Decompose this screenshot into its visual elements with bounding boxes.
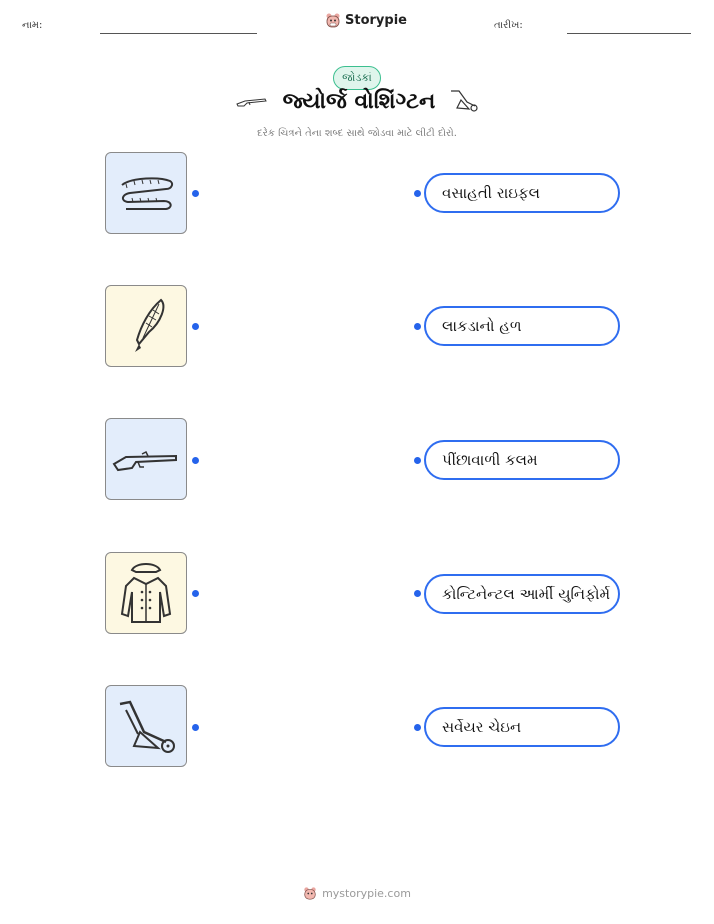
army-coat-tricorn-hat-icon xyxy=(118,560,174,626)
footer-url[interactable]: mystorypie.com xyxy=(322,887,411,900)
word-box-1[interactable]: વસાહતી રાઇફલ xyxy=(424,173,620,213)
picture-card-3[interactable] xyxy=(105,418,187,500)
storypie-mascot-icon xyxy=(325,12,341,29)
picture-dot-4[interactable] xyxy=(192,590,199,597)
word-dot-1[interactable] xyxy=(414,190,421,197)
picture-dot-1[interactable] xyxy=(192,190,199,197)
picture-card-4[interactable] xyxy=(105,552,187,634)
measuring-tape-chain-icon xyxy=(116,171,176,215)
flintlock-rifle-icon xyxy=(112,444,180,474)
word-box-4[interactable]: કોન્ટિનેન્ટલ આર્મી યુનિફોર્મ xyxy=(424,574,620,614)
date-label: તારીખ: xyxy=(494,20,523,31)
page-title: જ્યોર્જ વોશિંગ્ટન xyxy=(282,88,436,114)
word-dot-3[interactable] xyxy=(414,457,421,464)
rifle-icon xyxy=(235,94,269,108)
picture-dot-5[interactable] xyxy=(192,724,199,731)
brand-name: Storypie xyxy=(345,13,407,28)
plow-icon xyxy=(449,88,479,114)
word-dot-2[interactable] xyxy=(414,323,421,330)
word-box-5[interactable]: સર્વેયર ચેઇન xyxy=(424,707,620,747)
brand-logo xyxy=(325,12,407,29)
picture-card-1[interactable] xyxy=(105,152,187,234)
date-line[interactable] xyxy=(567,33,691,34)
storypie-mascot-icon xyxy=(303,886,317,901)
title-row xyxy=(0,88,714,114)
picture-card-5[interactable] xyxy=(105,685,187,767)
instruction-text: દરેક ચિત્રને તેના શબ્દ સાથે જોડવા માટે લીટી દોરો. xyxy=(257,128,457,139)
word-dot-4[interactable] xyxy=(414,590,421,597)
picture-dot-3[interactable] xyxy=(192,457,199,464)
picture-card-2[interactable] xyxy=(105,285,187,367)
word-box-2[interactable]: લાકડાનો હળ xyxy=(424,306,620,346)
quill-pen-icon xyxy=(121,296,171,356)
word-box-3[interactable]: પીંછાવાળી કલમ xyxy=(424,440,620,480)
matching-badge: જોડકાં xyxy=(333,66,381,90)
picture-dot-2[interactable] xyxy=(192,323,199,330)
name-line[interactable] xyxy=(100,33,257,34)
word-dot-5[interactable] xyxy=(414,724,421,731)
name-label: નામ: xyxy=(22,20,43,31)
plow-icon xyxy=(114,696,178,756)
footer xyxy=(0,886,714,901)
